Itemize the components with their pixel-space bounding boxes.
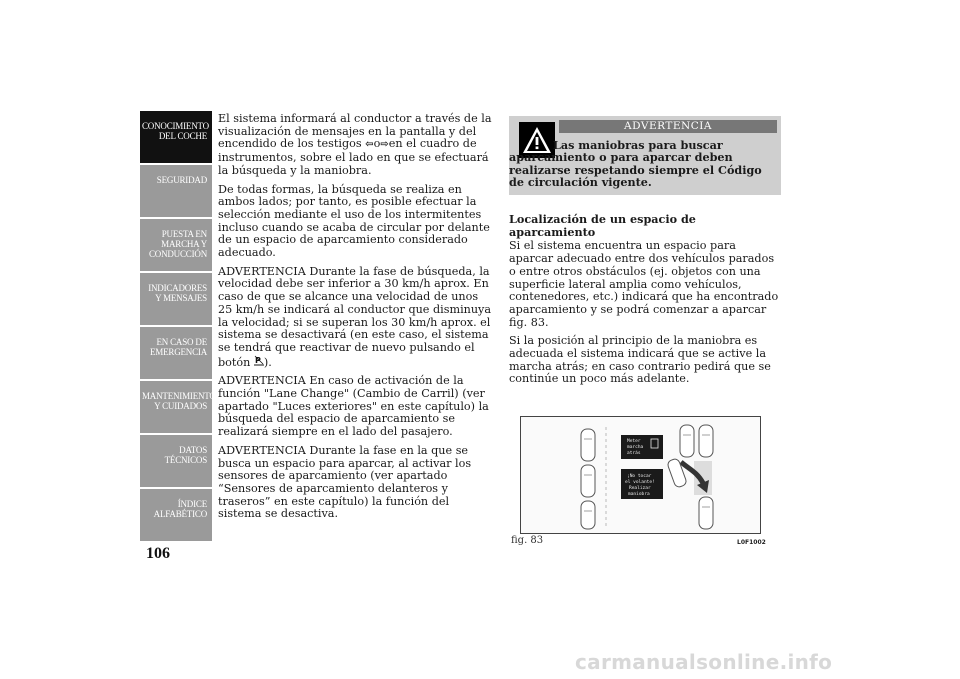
figure-code: L0F1002 [737, 539, 766, 546]
figure-83-illustration [520, 416, 761, 534]
display-2-line-4: maniobra [628, 492, 650, 497]
display-1-line-3: atrás [627, 451, 641, 456]
warning-text: Las maniobras para buscar aparcamiento o para aparcar deben realizarse respetando siempre el Código de circulación vigente. [509, 138, 762, 189]
display-2-line-2: el volante! [625, 480, 655, 485]
tab-puesta-en-marcha[interactable]: PUESTA EN MARCHA Y CONDUCCIÓN [140, 218, 212, 271]
tab-seguridad[interactable]: SEGURIDAD [140, 164, 212, 217]
tab-en-caso-de-emergencia[interactable]: EN CASO DE EMERGENCIA [140, 326, 212, 379]
paragraph-testigos: El sistema informará al conductor a través de la visualización de mensajes en la pantalla y del encendido de los testigos ⇦o⇨en el cuadro de instrumentos, sobre el lado en que se efectuará la búsqueda y la maniobra. [218, 112, 492, 177]
arrow-right-indicator-icon: ⇨ [380, 139, 389, 151]
paragraph-advertencia-lane-change: ADVERTENCIA En caso de activación de la función "Lane Change" (Cambio de Carril) (ver apartado "Luces exteriores" en este capítulo) la búsqueda del espacio de aparcamiento se realizará siempre en el lado del pasajero. [218, 374, 489, 439]
warning-title: ADVERTENCIA [559, 120, 777, 133]
paragraph-advertencia-sensores: ADVERTENCIA Durante la fase en la que se busca un espacio para aparcar, al activar los sensores de aparcamiento (ver apartado “Sensores de aparcamiento delanteros y traseros” en este capítulo) la función del sistema se desactiva. [218, 443, 472, 521]
paragraph-posicion: Si la posición al principio de la maniobra es adecuada el sistema indicará que se active la marcha atrás; en caso contrario pedirá que se continúe un poco más adelante. [509, 334, 771, 386]
paragraph-busqueda: De todas formas, la búsqueda se realiza en ambos lados; por tanto, es posible efectuar la selección mediante el uso de los intermitentes incluso cuando se acaba de circular por delante de un espacio de aparcamiento considerado adecuado. [218, 182, 490, 260]
display-2-line-3: Realizar [629, 486, 651, 491]
figure-caption: fig. 83 [511, 535, 544, 546]
display-1-line-2: marcha [627, 445, 644, 450]
svg-text:P: P [254, 355, 261, 365]
section-heading: Localización de un espacio de aparcamiento [509, 212, 696, 239]
tab-datos-tecnicos[interactable]: DATOS TÉCNICOS [140, 434, 212, 487]
parking-diagram [521, 417, 760, 533]
paragraph-advertencia-velocidad: ADVERTENCIA Durante la fase de búsqueda, la velocidad debe ser inferior a 30 km/h aprox. En caso de que se alcance una velocidad de unos 25 km/h se indicará al conductor que disminuya la velocidad; si se superan los 30 km/h aprox. el sistema se desactivará (en este caso, el sistema se tendrá que reactivar de nuevo pulsando el botón P ). [218, 264, 492, 369]
left-column [218, 113, 494, 527]
tab-indicadores-y-mensajes[interactable]: INDICADORES Y MENSAJES [140, 272, 212, 325]
right-column [509, 213, 782, 392]
tab-indice-alfabetico[interactable]: ÍNDICE ALFABÉTICO [140, 488, 212, 541]
watermark: carmanualsonline.info [575, 650, 833, 674]
arrow-left-indicator-icon: ⇦ [365, 139, 374, 151]
display-1-line-1: Meter [627, 439, 641, 444]
warning-box [509, 116, 781, 195]
tab-mantenimiento-y-cuidados[interactable]: MANTENIMIENTO Y CUIDADOS [140, 380, 212, 433]
tab-conocimiento-del-coche[interactable]: CONOCIMIENTO DEL COCHE [140, 110, 212, 163]
display-2-line-1: ¡No tocar [627, 474, 652, 479]
paragraph-localizacion: Si el sistema encuentra un espacio para aparcar adecuado entre dos vehículos parados o entre otros obstáculos (ej. objetos con una superficie lateral amplia como vehículos, contenedores, etc.) indicará que ha encontrado aparcamiento y se podrá comenzar a aparcar fig. 83. [509, 239, 779, 329]
page-number: 106 [146, 545, 170, 562]
park-assist-button-icon [254, 356, 264, 369]
